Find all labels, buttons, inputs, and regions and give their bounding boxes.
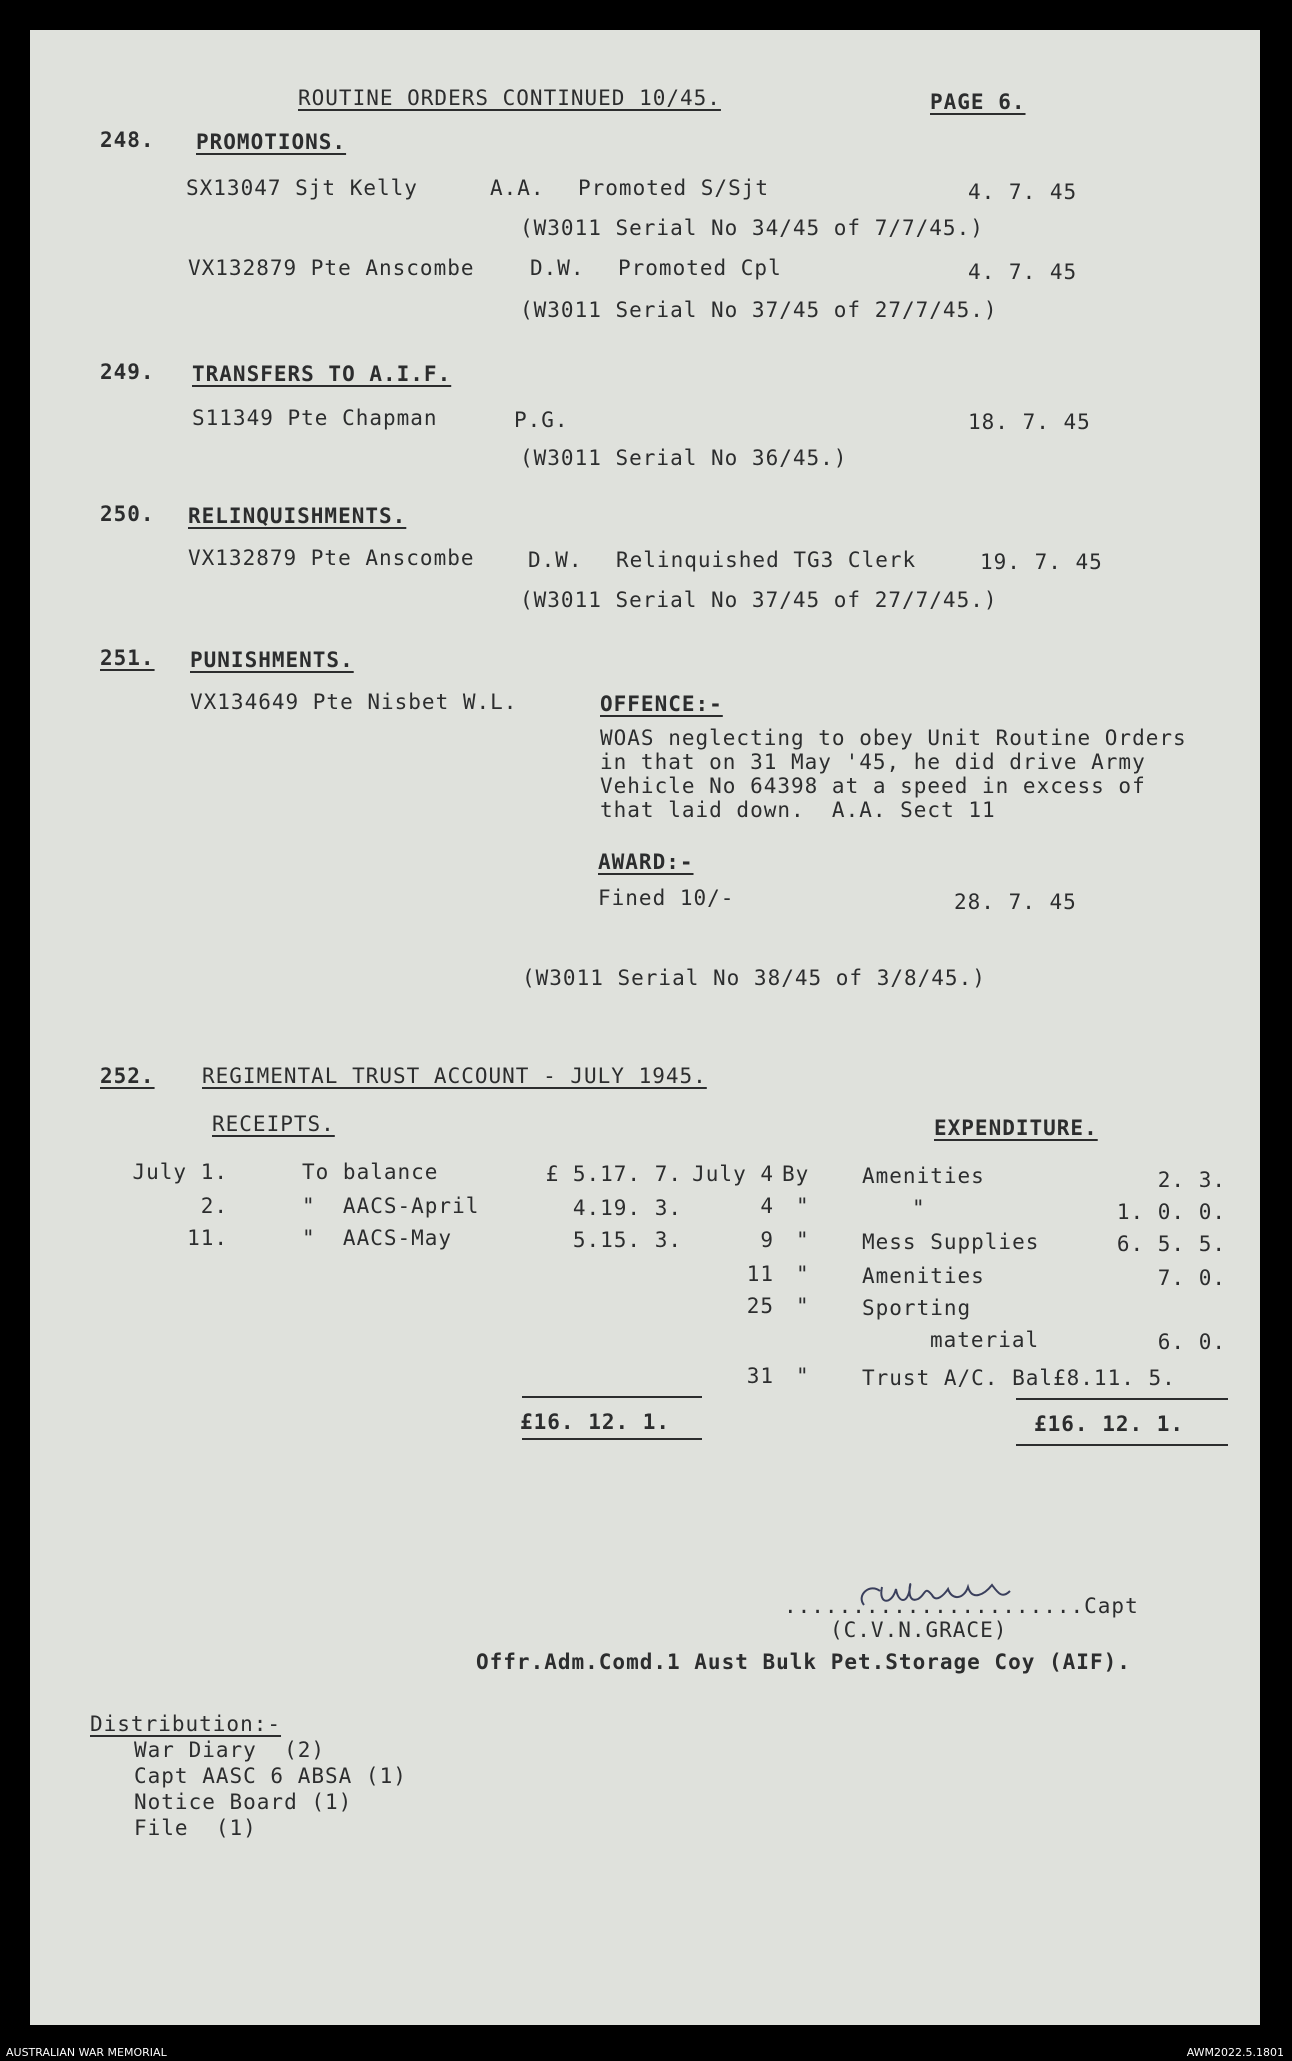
archive-reference: AWM2022.5.1801 — [1186, 2046, 1284, 2059]
signatory-title: Offr.Adm.Comd.1 Aust Bulk Pet.Storage Coy (AIF). — [476, 1650, 1131, 1674]
item-number: 252. — [100, 1064, 155, 1088]
expenditure-by: By — [782, 1162, 810, 1186]
receipt-desc: " AACS-May — [302, 1226, 453, 1250]
relinquish-text: Relinquished TG3 Clerk — [616, 548, 917, 572]
expenditure-desc: Sporting — [862, 1296, 972, 1320]
item-number: 248. — [100, 128, 155, 152]
distribution-item: File (1) — [134, 1816, 257, 1840]
promotion-date: 4. 7. 45 — [968, 180, 1078, 204]
award-text: Fined 10/- — [598, 886, 735, 910]
expenditure-date: 9 — [760, 1228, 774, 1252]
expenditure-total-rule — [1016, 1398, 1228, 1400]
receipt-amount: £ 5.17. 7. — [545, 1162, 682, 1186]
offence-line: in that on 31 May '45, he did drive Army — [600, 750, 1146, 774]
page-number: PAGE 6. — [930, 90, 1026, 114]
expenditure-by: " — [796, 1364, 810, 1388]
expenditure-by: " — [796, 1262, 810, 1286]
promotion-date: 4. 7. 45 — [968, 260, 1078, 284]
expenditure-label: EXPENDITURE. — [934, 1116, 1098, 1140]
expenditure-date: 4 — [760, 1194, 774, 1218]
item-heading: RELINQUISHMENTS. — [188, 504, 407, 528]
distribution-item: Capt AASC 6 ABSA (1) — [134, 1764, 407, 1788]
item-number: 251. — [100, 646, 155, 670]
receipts-total-rule — [522, 1396, 702, 1398]
transfer-ref: (W3011 Serial No 36/45.) — [520, 446, 848, 470]
promotion-text: Promoted Cpl — [618, 256, 782, 280]
relinquish-who: VX132879 Pte Anscombe — [188, 546, 475, 570]
signatory-name: (C.V.N.GRACE) — [830, 1618, 1008, 1642]
receipt-date: 2. — [200, 1194, 228, 1218]
expenditure-by: " — [796, 1194, 810, 1218]
expenditure-date: 11 — [746, 1262, 774, 1286]
page-title: ROUTINE ORDERS CONTINUED 10/45. — [298, 86, 721, 110]
promotion-who: SX13047 Sjt Kelly — [186, 176, 418, 200]
expenditure-total: £16. 12. 1. — [1034, 1412, 1185, 1436]
expenditure-desc: Amenities — [862, 1264, 985, 1288]
item-heading: PUNISHMENTS. — [190, 648, 354, 672]
archive-credit: AUSTRALIAN WAR MEMORIAL — [6, 2046, 167, 2059]
expenditure-by: " — [796, 1294, 810, 1318]
award-label: AWARD:- — [598, 850, 694, 874]
expenditure-date: July 4 — [692, 1162, 774, 1186]
receipts-label: RECEIPTS. — [212, 1112, 335, 1136]
receipt-date: 11. — [187, 1226, 228, 1250]
expenditure-amount: 2. 3. — [1157, 1168, 1226, 1192]
offence-label: OFFENCE:- — [600, 692, 723, 716]
promotion-text: Promoted S/Sjt — [578, 176, 770, 200]
expenditure-desc: " — [912, 1196, 926, 1220]
document-page — [30, 30, 1260, 2025]
item-heading: PROMOTIONS. — [196, 130, 347, 154]
promotion-ref: (W3011 Serial No 37/45 of 27/7/45.) — [520, 298, 998, 322]
receipt-amount: 5.15. 3. — [572, 1228, 682, 1252]
item-heading: TRANSFERS TO A.I.F. — [192, 362, 452, 386]
receipt-desc: " AACS-April — [302, 1194, 480, 1218]
receipts-total-underline — [522, 1438, 702, 1440]
item-heading: REGIMENTAL TRUST ACCOUNT - JULY 1945. — [202, 1064, 707, 1088]
promotion-who: VX132879 Pte Anscombe — [188, 256, 475, 280]
expenditure-total-underline — [1016, 1444, 1228, 1446]
distribution-item: War Diary (2) — [134, 1738, 326, 1762]
expenditure-date: 31 — [746, 1364, 774, 1388]
transfer-who: S11349 Pte Chapman — [192, 406, 438, 430]
relinquish-unit: D.W. — [528, 548, 583, 572]
expenditure-desc: Mess Supplies — [862, 1230, 1040, 1254]
receipt-amount: 4.19. 3. — [572, 1196, 682, 1220]
expenditure-desc: material — [930, 1328, 1040, 1352]
receipt-desc: To balance — [302, 1160, 439, 1184]
expenditure-desc: Trust A/C. Bal£8.11. 5. — [862, 1366, 1176, 1390]
relinquish-ref: (W3011 Serial No 37/45 of 27/7/45.) — [520, 588, 998, 612]
distribution-item: Notice Board (1) — [134, 1790, 353, 1814]
award-date: 28. 7. 45 — [954, 890, 1077, 914]
punishment-who: VX134649 Pte Nisbet W.L. — [190, 690, 518, 714]
signature-line: ......................Capt — [784, 1594, 1139, 1618]
expenditure-amount: 6. 5. 5. — [1116, 1232, 1226, 1256]
item-number: 250. — [100, 502, 155, 526]
relinquish-date: 19. 7. 45 — [980, 550, 1103, 574]
item-number: 249. — [100, 360, 155, 384]
transfer-date: 18. 7. 45 — [968, 410, 1091, 434]
punishment-ref: (W3011 Serial No 38/45 of 3/8/45.) — [522, 966, 986, 990]
promotion-unit: D.W. — [530, 256, 585, 280]
receipts-total: £16. 12. 1. — [520, 1410, 671, 1434]
expenditure-amount: 7. 0. — [1157, 1266, 1226, 1290]
promotion-unit: A.A. — [490, 176, 545, 200]
transfer-unit: P.G. — [514, 408, 569, 432]
receipt-date: July 1. — [132, 1160, 228, 1184]
expenditure-desc: Amenities — [862, 1164, 985, 1188]
offence-line: WOAS neglecting to obey Unit Routine Orders — [600, 726, 1187, 750]
promotion-ref: (W3011 Serial No 34/45 of 7/7/45.) — [520, 216, 984, 240]
expenditure-amount: 6. 0. — [1157, 1330, 1226, 1354]
expenditure-date: 25 — [746, 1294, 774, 1318]
distribution-label: Distribution:- — [90, 1712, 282, 1736]
offence-line: Vehicle No 64398 at a speed in excess of — [600, 774, 1146, 798]
expenditure-by: " — [796, 1228, 810, 1252]
offence-line: that laid down. A.A. Sect 11 — [600, 798, 996, 822]
expenditure-amount: 1. 0. 0. — [1116, 1200, 1226, 1224]
